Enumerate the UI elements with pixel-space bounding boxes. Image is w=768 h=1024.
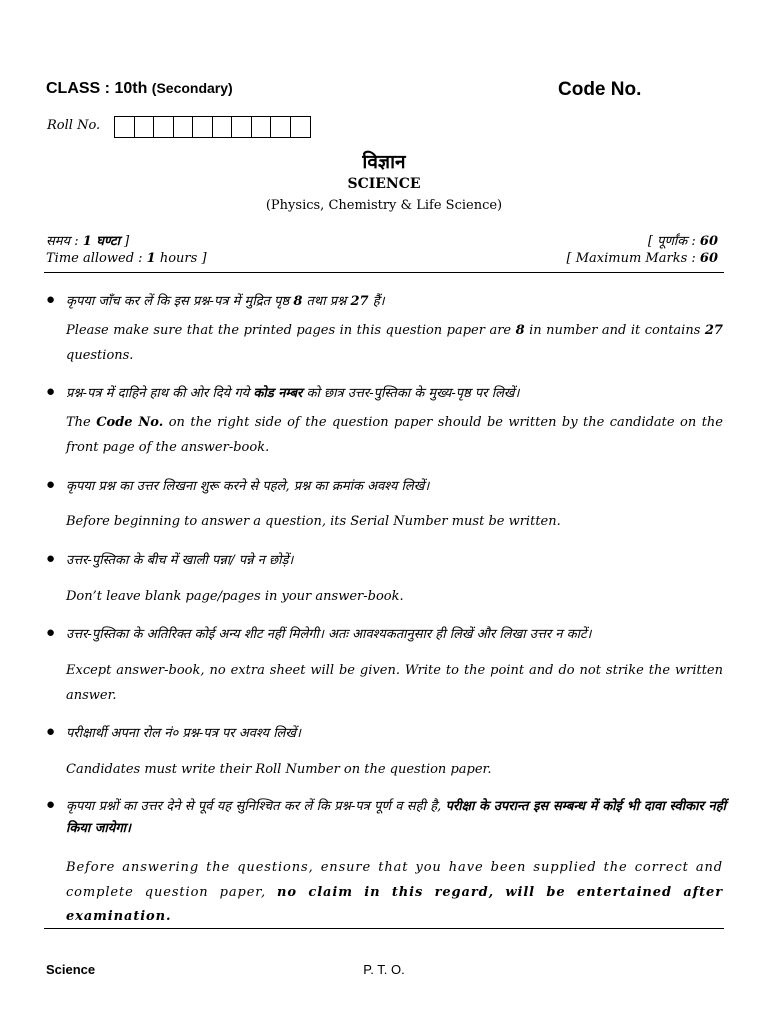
instruction-2-hindi-text: को छात्र उत्तर-पुस्तिका के मुख्य-पृष्ठ पर लिखें। (306, 386, 520, 401)
instruction-5-hindi: उत्तर-पुस्तिका के अतिरिक्त कोई अन्य शीट नहीं मिलेगी। अतः आवश्यकतानुसार ही लिखें और लिखा उत्तर न काटें। (66, 627, 592, 642)
instruction-2-english (66, 411, 723, 460)
instruction-1-english-text: Please make sure that the printed pages in this question paper are (66, 323, 512, 338)
roll-digit-box[interactable] (154, 117, 174, 137)
instruction-2-english-text: The (66, 415, 91, 430)
instruction-7-english-text: Before answering the questions, ensure that you have been supplied the correct and complete question paper, (66, 860, 723, 900)
roll-digit-box[interactable] (271, 117, 291, 137)
max-marks-hindi (648, 231, 718, 249)
instruction-3-english: Before beginning to answer a question, its Serial Number must be written. (66, 514, 561, 529)
bottom-divider (44, 928, 724, 929)
title-english: SCIENCE (347, 176, 421, 192)
instruction-1-hindi (66, 291, 726, 313)
bullet-icon: ● (46, 797, 56, 813)
roll-no-label: Roll No. (47, 118, 101, 133)
instruction-4-english: Don’t leave blank page/pages in your answer-book. (66, 589, 404, 604)
roll-no-boxes[interactable] (114, 116, 311, 138)
class-label (46, 80, 233, 98)
marks-en-label: [ Maximum Marks : (566, 251, 696, 266)
class-sub-text: (Secondary) (151, 80, 233, 96)
instruction-1-english (66, 319, 723, 368)
max-marks-english (567, 251, 719, 266)
title-hindi: विज्ञान (362, 151, 406, 173)
instruction-2-english-text: on the right side of the question paper should be written by the candidate on the front page of the answer-book. (66, 415, 723, 455)
instruction-5-english: Except answer-book, no extra sheet will be given. Write to the point and do not strike the written answer. (66, 663, 723, 703)
code-no-label: Code No. (558, 79, 642, 100)
instruction-2-hindi-text: प्रश्न-पत्र में दाहिने हाथ की ओर दिये गये (66, 386, 250, 401)
time-allowed-hindi (46, 231, 129, 249)
roll-digit-box[interactable] (213, 117, 233, 137)
instruction-7-hindi (66, 796, 726, 840)
instruction-3-hindi: कृपया प्रश्न का उत्तर लिखना शुरू करने से पहले, प्रश्न का क्रमांक अवश्य लिखें। (66, 479, 430, 494)
top-divider (44, 272, 724, 273)
instruction-7-hindi-text: कृपया प्रश्नों का उत्तर देने से पूर्व यह सुनिश्चित कर लें कि प्रश्न-पत्र पूर्ण व सही है, (66, 799, 442, 814)
instruction-6-english: Candidates must write their Roll Number on the question paper. (66, 762, 492, 777)
instruction-7-english-emphasis: no claim in this regard, will be entertained after examination. (66, 884, 723, 924)
bullet-icon: ● (46, 292, 56, 308)
question-count: 27 (704, 323, 723, 338)
roll-digit-box[interactable] (232, 117, 252, 137)
roll-digit-box[interactable] (252, 117, 272, 137)
roll-digit-box[interactable] (174, 117, 194, 137)
roll-digit-box[interactable] (291, 117, 311, 137)
bullet-icon: ● (46, 551, 56, 567)
page-count: 8 (515, 323, 525, 338)
instruction-1-english-text: questions. (66, 347, 134, 363)
time-en-label: Time allowed : (46, 251, 143, 266)
marks-hi-label: [ पूर्णांक : (647, 234, 696, 249)
time-allowed-english (46, 251, 207, 266)
roll-digit-box[interactable] (135, 117, 155, 137)
instruction-7-hindi-emphasis: परीक्षा के उपरान्त इस सम्बन्ध में कोई भी दावा स्वीकार नहीं किया जायेगा। (66, 799, 726, 836)
roll-digit-box[interactable] (193, 117, 213, 137)
instruction-2-hindi (66, 383, 726, 405)
page-count: 8 (293, 294, 303, 309)
time-hi-value: 1 घण्टा (82, 234, 120, 249)
bullet-icon: ● (46, 724, 56, 740)
time-hi-label: समय : (46, 234, 79, 249)
instruction-4-hindi: उत्तर-पुस्तिका के बीच में खाली पन्ना/ पन्ने न छोड़ें। (66, 553, 294, 568)
marks-en-value: 60 (699, 251, 718, 266)
instruction-1-hindi-text: हैं। (372, 294, 385, 309)
marks-hi-value: 60 (699, 234, 718, 249)
roll-digit-box[interactable] (115, 117, 135, 137)
time-en-value: 1 (146, 251, 156, 266)
footer-pto: P. T. O. (363, 962, 405, 977)
bullet-icon: ● (46, 384, 56, 400)
instruction-6-hindi: परीक्षार्थी अपना रोल नं० प्रश्न-पत्र पर अवश्य लिखें। (66, 726, 301, 741)
instruction-1-english-text: in number and it contains (529, 323, 701, 338)
footer-subject: Science (46, 962, 96, 977)
code-number-emphasis: कोड नम्बर (253, 386, 303, 401)
time-en-unit: hours ] (159, 251, 207, 266)
instruction-1-hindi-text: तथा प्रश्न (306, 294, 347, 309)
bullet-icon: ● (46, 625, 56, 641)
code-no-emphasis: Code No. (96, 415, 164, 430)
instruction-7-english (66, 856, 723, 930)
class-text: CLASS : 10th (46, 80, 148, 97)
time-hi-close: ] (124, 234, 130, 249)
instruction-1-hindi-text: कृपया जाँच कर लें कि इस प्रश्न-पत्र में मुद्रित पृष्ठ (66, 294, 290, 309)
subtitle: (Physics, Chemistry & Life Science) (265, 198, 503, 213)
bullet-icon: ● (46, 477, 56, 493)
question-count: 27 (350, 294, 369, 309)
